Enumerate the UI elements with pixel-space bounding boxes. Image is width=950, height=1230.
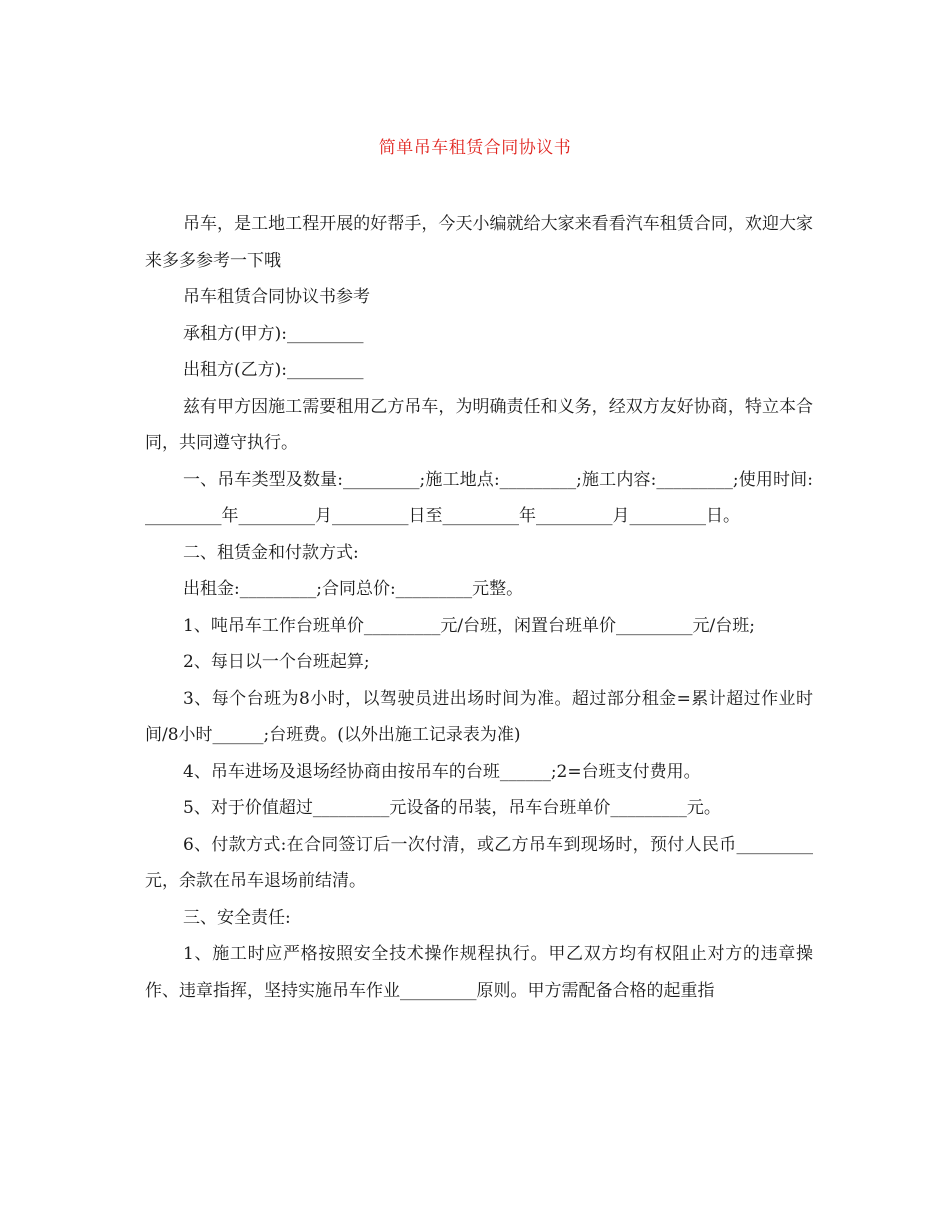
document-title: 简单吊车租赁合同协议书 (378, 138, 572, 158)
clause-2-4: 4、吊车进场及退场经协商由按吊车的台班______;2=台班支付费用。 (183, 761, 701, 782)
lessee-line: 承租方(甲方):_________ (183, 323, 364, 344)
rent-total-line: 出租金:_________;合同总价:_________元整。 (183, 579, 524, 599)
clause-2-5: 5、对于价值超过_________元设备的吊装，吊车台班单价_________元。 (183, 798, 721, 818)
document-body (145, 206, 813, 1009)
clause-2-2: 2、每日以一个台班起算; (183, 652, 370, 672)
clause-3-1: 1、施工时应严格按照安全技术操作规程执行。甲乙双方均有权阻止对方的违章操作、违章指挥，坚持实施吊车作业_________原则。甲方需配备合格的起重指 (145, 944, 813, 1001)
clause-2-1: 1、吨吊车工作台班单价_________元/台班，闲置台班单价_________元/台班; (183, 615, 755, 636)
clause-2-6: 6、付款方式:在合同签订后一次付清，或乙方吊车到现场时，预付人民币_________元，余款在吊车退场前结清。 (145, 834, 813, 891)
section-1-paragraph: 一、吊车类型及数量:_________;施工地点:_________;施工内容:_________;使用时间:_________年_________月_________日至_________年_________月_________日。 (145, 469, 813, 526)
section-3-heading: 三、安全责任: (183, 907, 291, 928)
preamble-paragraph: 兹有甲方因施工需要租用乙方吊车，为明确责任和义务，经双方友好协商，特立本合同，共同遵守执行。 (145, 396, 813, 453)
clause-2-3: 3、每个台班为8小时，以驾驶员进出场时间为准。超过部分租金=累计超过作业时间/8小时______;台班费。(以外出施工记录表为准) (145, 688, 813, 745)
intro-paragraph: 吊车，是工地工程开展的好帮手，今天小编就给大家来看看汽车租赁合同，欢迎大家来多多参考一下哦 (145, 214, 813, 271)
lessor-line: 出租方(乙方):_________ (183, 360, 364, 380)
section-2-heading: 二、租赁金和付款方式: (183, 542, 359, 563)
subtitle-paragraph: 吊车租赁合同协议书参考 (183, 287, 370, 307)
